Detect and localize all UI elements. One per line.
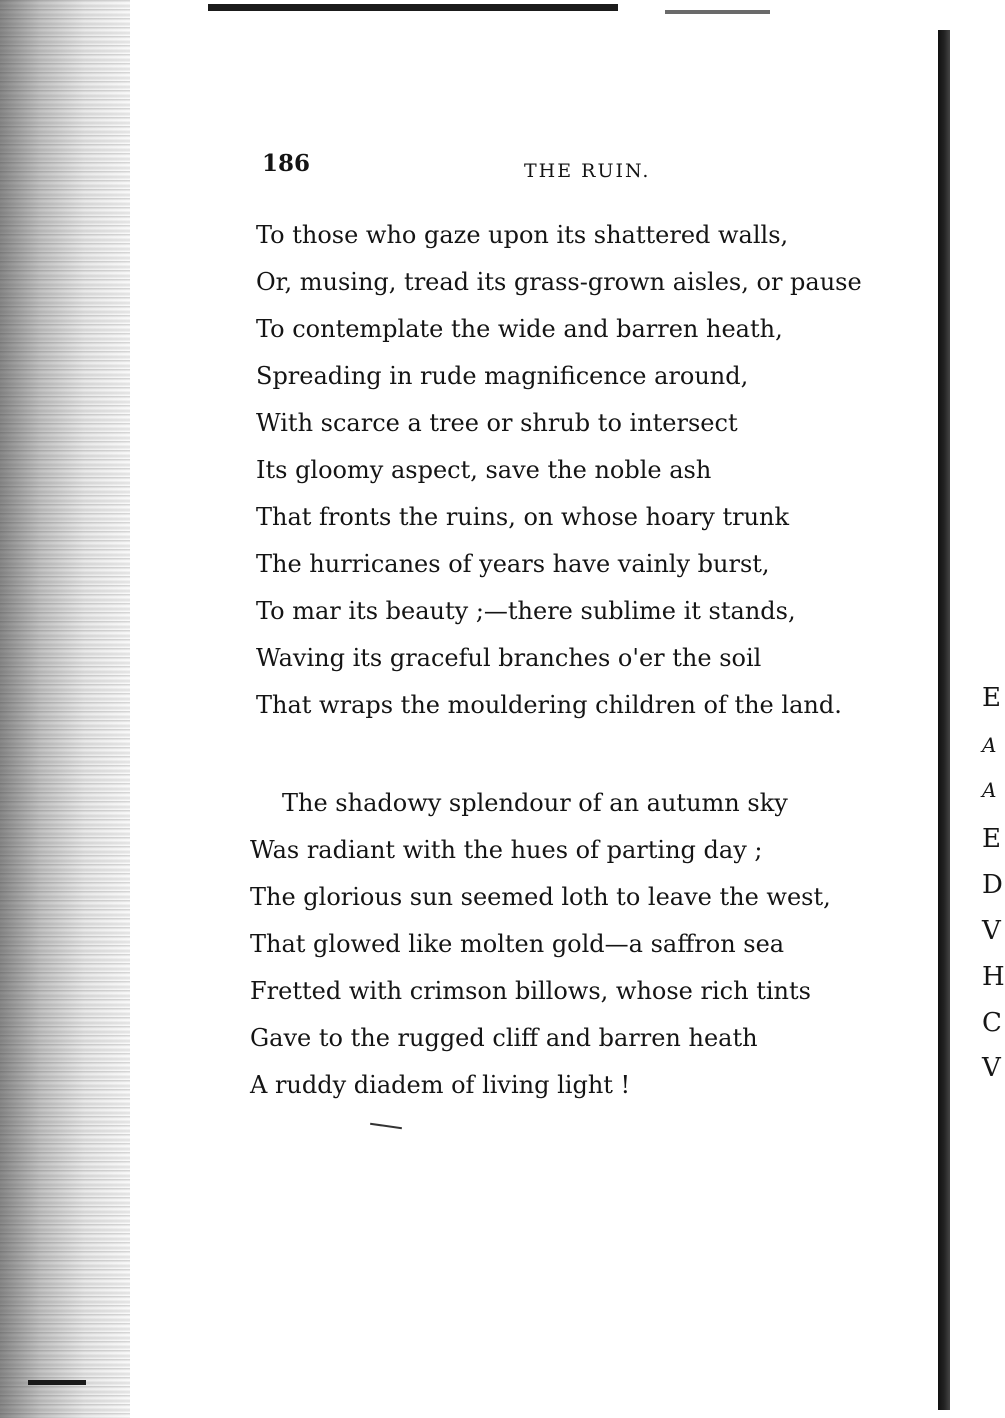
gutter-mark [28,1380,86,1385]
top-rule [208,4,618,11]
edge-letter: E [982,683,1001,713]
poem-line: The shadowy splendour of an autumn sky [282,789,788,817]
edge-letter: C [982,1008,1002,1038]
poem-line: Or, musing, tread its grass-grown aisles, or pause [256,268,862,296]
poem-line: Fretted with crimson billows, whose rich tints [250,977,811,1005]
page-header [262,150,862,190]
poem-line: Was radiant with the hues of parting day ; [250,836,763,864]
poem-line: That fronts the ruins, on whose hoary trunk [256,503,790,531]
book-spine-edge [938,30,950,1410]
facing-page-edge [950,0,1005,1418]
stanza-1 [256,212,896,729]
poem-line: The hurricanes of years have vainly burst, [256,550,770,578]
poem-line: The glorious sun seemed loth to leave the west, [250,883,831,911]
left-page-bleed [0,0,130,1418]
top-rule-fragment [665,10,770,14]
edge-letter: D [982,870,1003,900]
edge-letter: E [982,824,1001,854]
edge-letter: V [982,1053,1001,1083]
poem-line: With scarce a tree or shrub to intersect [256,409,738,437]
poem-line: To mar its beauty ;—there sublime it stands, [256,597,796,625]
poem-line: Gave to the rugged cliff and barren heath [250,1024,758,1052]
running-title: THE RUIN. [524,160,651,182]
edge-letter: A [982,733,997,757]
poem-line: To contemplate the wide and barren heath, [256,315,783,343]
edge-letter: V [982,916,1001,946]
poem-line: To those who gaze upon its shattered walls, [256,221,789,249]
edge-letter: H [982,962,1005,992]
ink-mark [370,1123,402,1129]
poem-line: Spreading in rude magnificence around, [256,362,749,390]
page-number: 186 [262,150,311,177]
edge-letter: A [982,778,997,802]
stanza-2 [250,780,890,1109]
poem-line: A ruddy diadem of living light ! [250,1071,631,1099]
poem-line: Its gloomy aspect, save the noble ash [256,456,712,484]
poem-line: Waving its graceful branches o'er the soil [256,644,762,672]
poem-line: That glowed like molten gold—a saffron sea [250,930,785,958]
poem-line: That wraps the mouldering children of the land. [256,691,842,719]
